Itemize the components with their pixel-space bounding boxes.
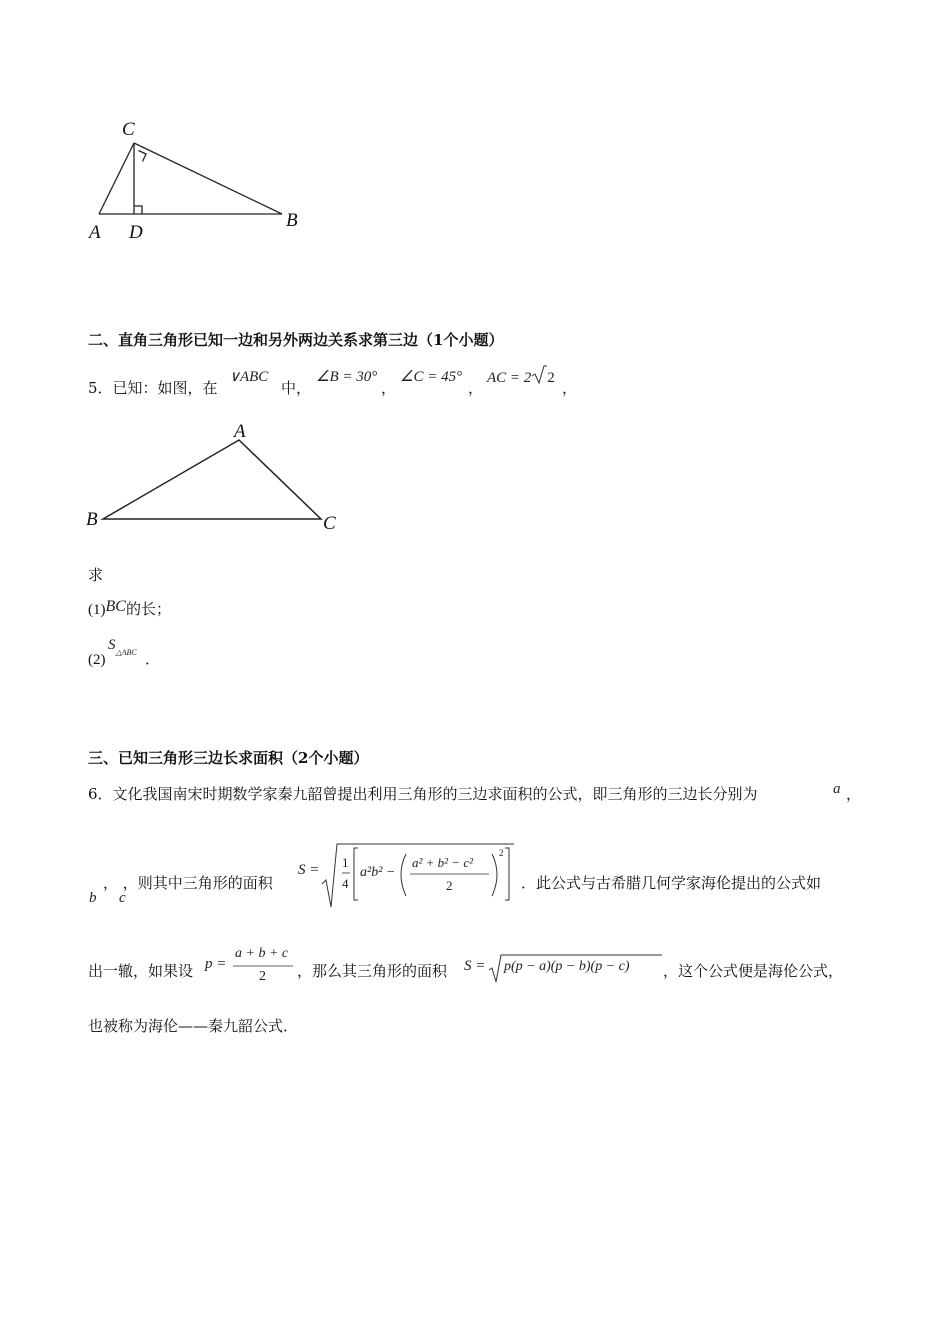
q5-ac-root: 2 <box>547 370 555 386</box>
right-angle-mark-c <box>139 151 147 162</box>
part-1-math: BC <box>105 598 126 615</box>
formula-p-numer: a + b + c <box>235 946 289 961</box>
part-1-number: (1) <box>88 602 106 618</box>
part-2-s: S <box>108 637 116 653</box>
q5-comma-2: ， <box>468 379 484 397</box>
label-b: B <box>86 509 98 530</box>
formula-qin-denom: 2 <box>446 878 453 893</box>
q5-angle-b: ∠B = 30° <box>316 369 378 385</box>
q5-ac-label: AC = 2 <box>487 370 532 386</box>
q5-part-1 <box>88 600 171 619</box>
right-angle-mark-d <box>134 206 142 214</box>
q6-var-c: c <box>119 890 126 906</box>
label-c: C <box>323 513 336 534</box>
section-2-heading: 二、直角三角形已知一边和另外两边关系求第三边（1个小题） <box>88 331 504 349</box>
formula-qin-lines <box>296 840 518 910</box>
formula-qin-exp: 2 <box>499 848 504 858</box>
q5-part-2-area <box>108 634 137 657</box>
q6-number: 6． <box>88 785 113 803</box>
q6-line-3-post: ，这个公式便是海伦公式， <box>663 962 844 980</box>
q5-ask: 求 <box>88 566 104 584</box>
formula-p-fraction-bar <box>233 965 293 968</box>
formula-heron-s: S = <box>464 958 486 974</box>
formula-heron <box>464 952 664 984</box>
formula-qin-jiushao <box>296 840 518 910</box>
label-d: D <box>129 222 143 243</box>
formula-qin-four: 4 <box>342 876 349 891</box>
label-c: C <box>122 119 135 140</box>
q5-number: 5． <box>88 379 113 397</box>
part-2-sub: △ABC <box>115 648 137 657</box>
formula-qin-one: 1 <box>342 855 349 870</box>
q5-triangle-symbol: ∨ABC <box>229 369 269 385</box>
q6-line-3-mid: ，那么其三角形的面积 <box>297 962 448 980</box>
q6-line-2-post: ．此公式与古希腊几何学家海伦提出的公式如 <box>521 874 822 892</box>
formula-heron-body: p(p − a)(p − b)(p − c) <box>504 959 630 974</box>
q5-line <box>88 379 218 397</box>
q6-var-a: a <box>833 781 841 797</box>
label-a: A <box>89 222 101 243</box>
q5-text-2: 中， <box>281 379 312 397</box>
formula-qin-s: S = <box>298 862 320 878</box>
q6-line-4: 也被称为海伦——秦九韶公式． <box>88 1017 299 1035</box>
formula-p-definition <box>205 944 295 990</box>
label-a: A <box>234 421 246 442</box>
q5-comma-1: ， <box>381 379 397 397</box>
segment-cb <box>134 143 282 214</box>
label-b: B <box>286 210 298 231</box>
q5-comma-3: ， <box>562 379 578 397</box>
segment-ac <box>99 143 134 214</box>
triangle-abc <box>103 440 321 519</box>
q6-line-3-pre: 出一辙，如果设 <box>88 962 194 980</box>
q6-var-b: b <box>89 890 97 906</box>
formula-qin-numer: a² + b² − c² <box>412 855 474 870</box>
q6-line-1: 6．文化我国南宋时期数学家秦九韶曾提出利用三角形的三边求面积的公式，即三角形的三边长分别为 <box>88 785 758 803</box>
q5-angle-c: ∠C = 45° <box>400 369 463 385</box>
formula-qin-a2b2: a²b² − <box>360 865 396 880</box>
formula-p-denom: 2 <box>259 969 266 984</box>
section-3-heading: 三、已知三角形三边长求面积（2个小题） <box>88 749 369 767</box>
q5-text-1: 已知：如图，在 <box>112 379 218 397</box>
q6-line-2-pre: ， ，则其中三角形的面积 <box>103 874 273 892</box>
formula-p: p = <box>205 956 227 972</box>
sqrt-icon <box>531 364 547 384</box>
figure-triangle-abc <box>80 415 350 540</box>
q6-line-1-end: ， <box>846 785 862 803</box>
part-2-end: ． <box>145 650 161 668</box>
q5-part-2-number: (2) <box>88 652 106 668</box>
q5-ac-value <box>487 364 555 386</box>
figure-triangle-acb-altitude <box>80 110 320 245</box>
part-1-text: 的长； <box>125 600 171 618</box>
